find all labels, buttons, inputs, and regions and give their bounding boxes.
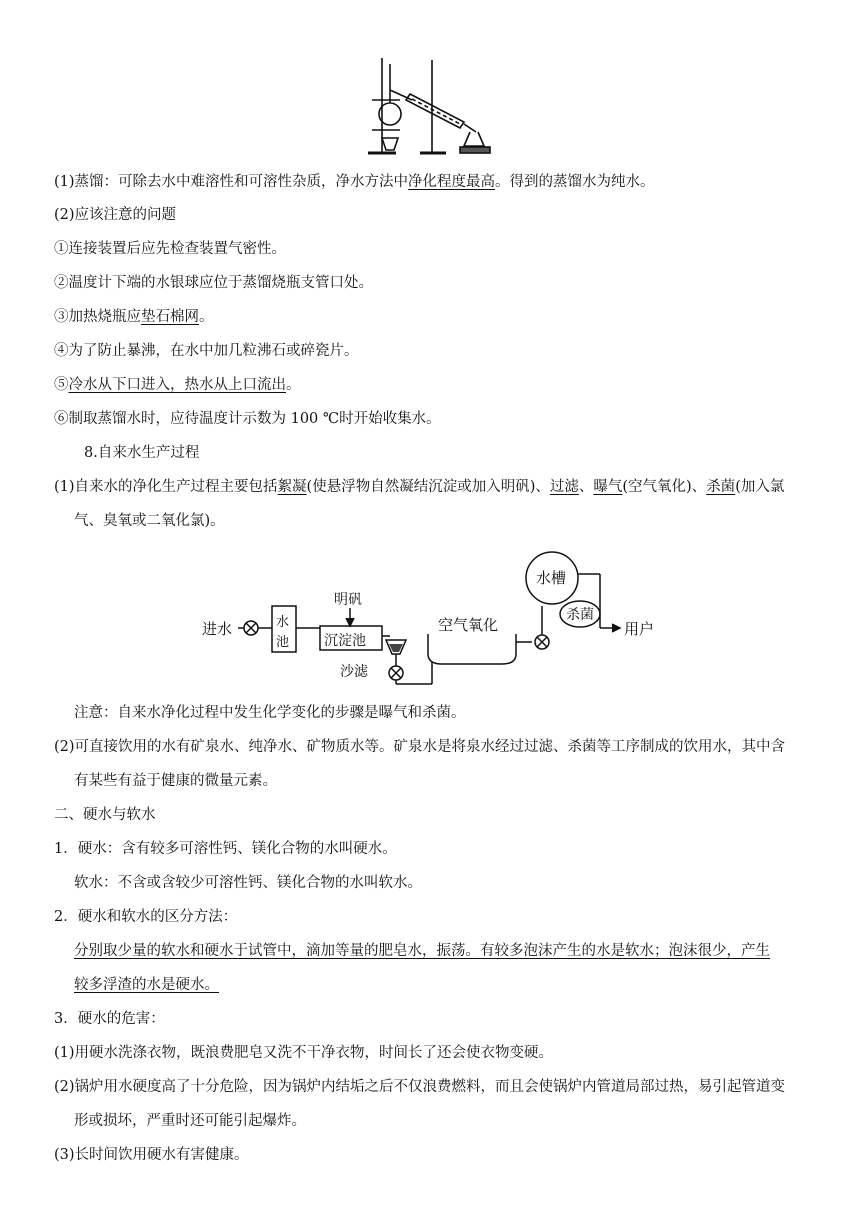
harm-1: (1)用硬水洗涤衣物，既浪费肥皂又洗不干净衣物，时间长了还会使衣物变硬。 (54, 1045, 554, 1061)
harm-heading: 3．硬水的危害： (54, 1011, 165, 1027)
hard-water-definition: 1．硬水：含有较多可溶性钙、镁化合物的水叫硬水。 (54, 841, 397, 857)
label-sterilize: 杀菌 (566, 607, 594, 623)
drinkable-water-line1: (2)可直接饮用的水有矿泉水、纯净水、矿物质水等。矿泉水是将泉水经过过滤、杀菌等工序制成的饮用水，其中含 (54, 739, 786, 755)
tap-water-process-line1: (1)自来水的净化生产过程主要包括絮凝(使悬浮物自然凝结沉淀或加入明矾)、过滤、曝气(空气氧化)、杀菌(加入氯 (54, 479, 785, 495)
tap-water-flow-diagram (196, 550, 666, 690)
label-inlet: 进水 (202, 620, 233, 638)
label-aeration: 空气氧化 (438, 616, 499, 634)
distinguish-heading: 2．硬水和软水的区分方法： (54, 909, 238, 925)
underlined-term: 冷水从下口进入，热水从上口流出 (68, 377, 286, 393)
distill-precautions-heading: (2)应该注意的问题 (54, 207, 177, 223)
harm-2-line1: (2)锅炉用水硬度高了十分危险，因为锅炉内结垢之后不仅浪费燃料，而且会使锅炉内管道局部过热，易引起管道变 (54, 1079, 786, 1095)
distinguish-method-line2: 较多浮渣的水是硬水。 (74, 977, 219, 993)
tap-water-process-line2: 气、臭氧或二氧化氯)。 (74, 513, 225, 529)
precaution-6: ⑥制取蒸馏水时，应待温度计示数为 100 ℃时开始收集水。 (54, 411, 441, 427)
precaution-2: ②温度计下端的水银球应位于蒸馏烧瓶支管口处。 (54, 275, 373, 291)
precaution-4: ④为了防止暴沸，在水中加几粒沸石或碎瓷片。 (54, 343, 359, 359)
tap-water-heading: 8.自来水生产过程 (84, 445, 200, 461)
label-pool-1: 水 (276, 615, 290, 630)
harm-2-line2: 形或损坏，严重时还可能引起爆炸。 (74, 1113, 306, 1129)
drinkable-water-line2: 有某些有益于健康的微量元素。 (74, 773, 277, 789)
label-settling: 沉淀池 (324, 633, 366, 649)
underlined-term: 垫石棉网 (141, 309, 199, 325)
underlined-term: 净化程度最高 (408, 174, 496, 190)
label-water-tank: 水槽 (536, 569, 567, 587)
label-user: 用户 (624, 620, 655, 638)
label-pool-2: 池 (276, 635, 290, 650)
label-alum: 明矾 (334, 592, 362, 608)
precaution-5: ⑤冷水从下口进入，热水从上口流出。 (54, 377, 301, 393)
tap-water-note: 注意：自来水净化过程中发生化学变化的步骤是曝气和杀菌。 (74, 705, 466, 721)
soft-water-definition: 软水：不含或含较少可溶性钙、镁化合物的水叫软水。 (74, 875, 422, 891)
distill-summary: (1)蒸馏：可除去水中难溶性和可溶性杂质，净水方法中净化程度最高。得到的蒸馏水为纯水。 (54, 174, 655, 190)
harm-3: (3)长时间饮用硬水有害健康。 (54, 1147, 249, 1163)
hard-water-section-heading: 二、硬水与软水 (54, 807, 156, 823)
precaution-1: ①连接装置后应先检查装置气密性。 (54, 241, 286, 257)
precaution-3: ③加热烧瓶应垫石棉网。 (54, 309, 214, 325)
distillation-apparatus-illustration (360, 54, 500, 160)
distinguish-method-line1: 分别取少量的软水和硬水于试管中，滴加等量的肥皂水，振荡。有较多泡沫产生的水是软水；泡沫很少，产生 (74, 943, 770, 959)
label-sand-filter: 沙滤 (340, 664, 368, 680)
